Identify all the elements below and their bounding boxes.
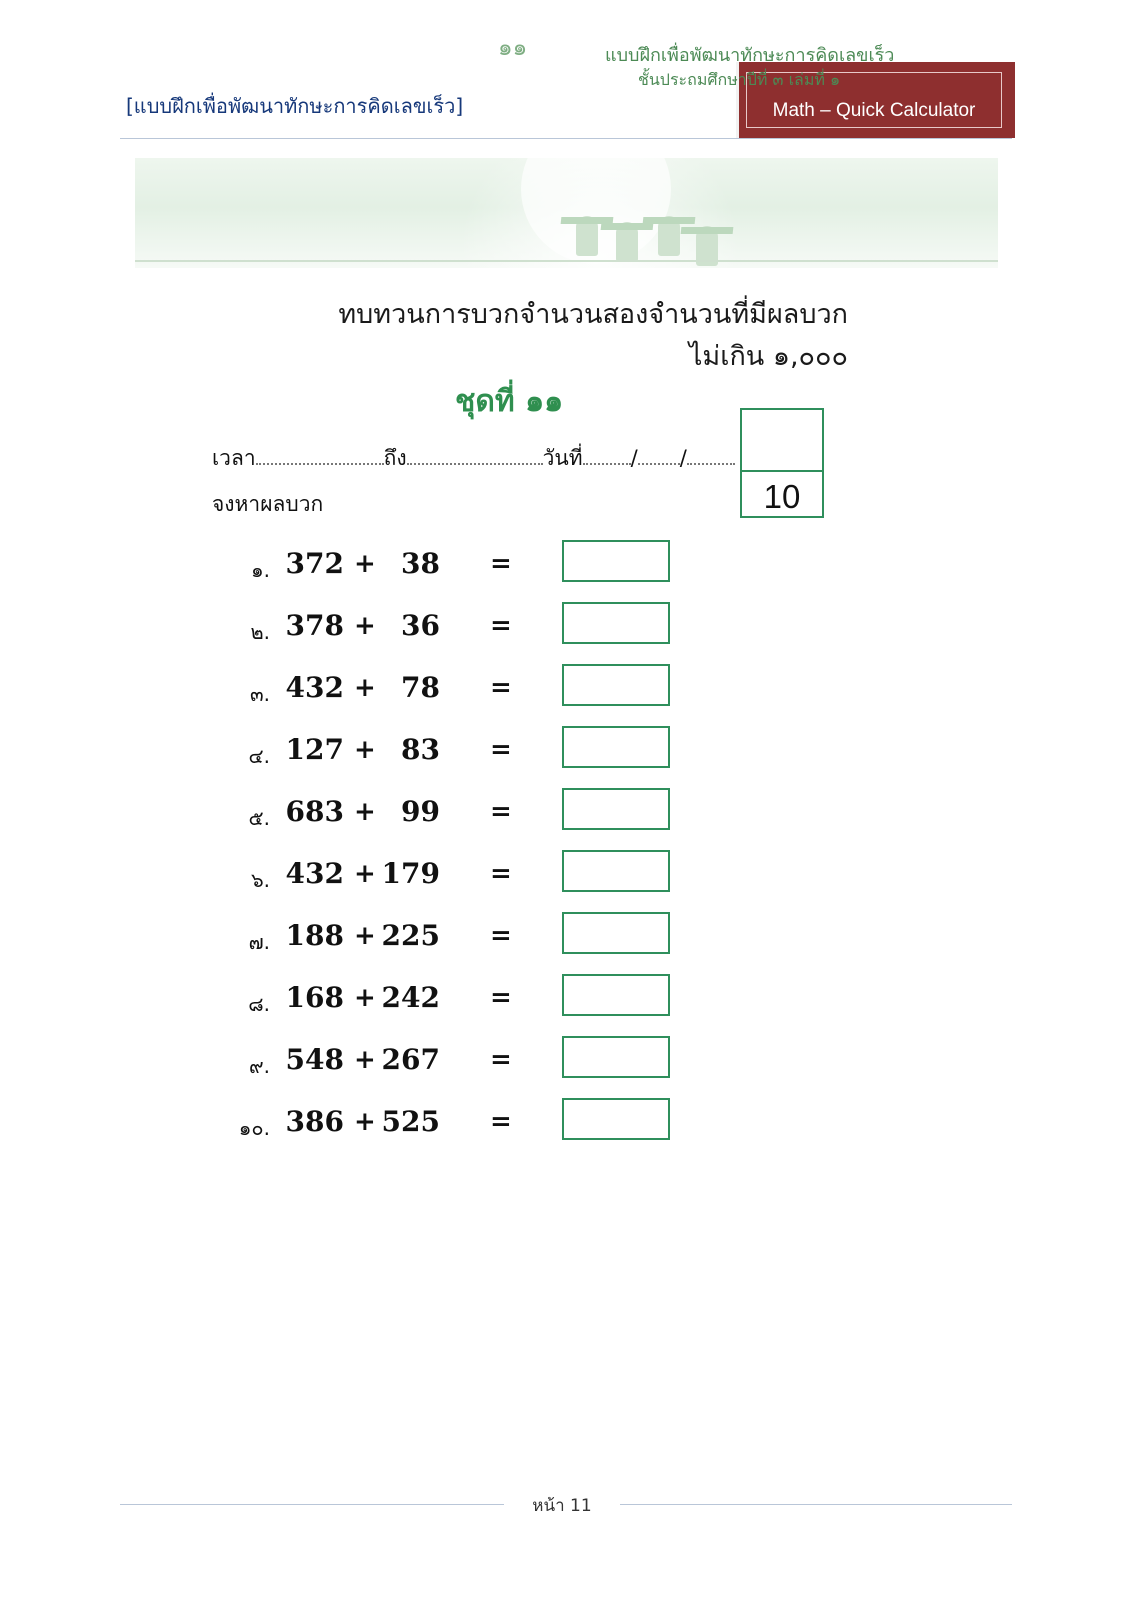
operand-b: 83 <box>401 733 440 766</box>
equals-sign: = <box>490 859 512 889</box>
operator: + <box>354 1107 376 1137</box>
problem-row <box>0 788 1132 850</box>
banner-bottom-rule <box>135 260 998 262</box>
answer-box[interactable] <box>562 540 670 582</box>
operator: + <box>354 611 376 641</box>
problem-row <box>0 1036 1132 1098</box>
subject-badge-label: Math – Quick Calculator <box>772 100 976 121</box>
operand-a: 188 <box>285 919 344 952</box>
problem-index: ๑๐. <box>238 1116 270 1140</box>
date-month-field[interactable] <box>638 447 680 465</box>
operand-b: 36 <box>401 609 440 642</box>
operand-a: 168 <box>285 981 344 1014</box>
equals-sign: = <box>490 735 512 765</box>
operator: + <box>354 673 376 703</box>
problem-index: ๘. <box>248 992 270 1016</box>
footer-divider-right <box>620 1504 1012 1505</box>
answer-box[interactable] <box>562 1098 670 1140</box>
operator: + <box>354 797 376 827</box>
page-footer <box>0 1490 1132 1520</box>
problem-index: ๑. <box>250 558 270 582</box>
equals-sign: = <box>490 797 512 827</box>
instruction-text: จงหาผลบวก <box>212 492 324 516</box>
equals-sign: = <box>490 1045 512 1075</box>
answer-box[interactable] <box>562 664 670 706</box>
banner-title-line2: ชั้นประถมศึกษาปีที่ ๓ เล่มที่ ๑ <box>638 70 841 89</box>
date-slash-1: / <box>630 446 638 470</box>
problem-row <box>0 1098 1132 1160</box>
answer-box[interactable] <box>562 788 670 830</box>
operand-a: 378 <box>285 609 344 642</box>
operator: + <box>354 983 376 1013</box>
date-label: วันที่ <box>542 446 583 470</box>
answer-box[interactable] <box>562 602 670 644</box>
set-label: ชุดที่ ๑๑ <box>455 384 564 419</box>
answer-box[interactable] <box>562 974 670 1016</box>
operand-b: 179 <box>381 857 440 890</box>
operator: + <box>354 735 376 765</box>
operand-b: 525 <box>381 1105 440 1138</box>
operator: + <box>354 549 376 579</box>
problem-index: ๔. <box>248 744 270 768</box>
date-year-field[interactable] <box>687 447 735 465</box>
equals-sign: = <box>490 921 512 951</box>
equals-sign: = <box>490 983 512 1013</box>
operator: + <box>354 921 376 951</box>
lesson-title-line1: ทบทวนการบวกจำนวนสองจำนวนที่มีผลบวก <box>338 299 848 330</box>
operand-a: 548 <box>285 1043 344 1076</box>
problem-row <box>0 850 1132 912</box>
problem-row <box>0 602 1132 664</box>
answer-box[interactable] <box>562 850 670 892</box>
header-title: [แบบฝึกเพื่อพัฒนาทักษะการคิดเลขเร็ว] <box>126 94 464 118</box>
score-total: 10 <box>763 478 801 515</box>
operator: + <box>354 1045 376 1075</box>
operand-b: 38 <box>401 547 440 580</box>
problem-row <box>0 726 1132 788</box>
page-header <box>0 0 1132 145</box>
answer-box[interactable] <box>562 912 670 954</box>
equals-sign: = <box>490 549 512 579</box>
problem-index: ๖. <box>250 868 270 892</box>
operand-b: 242 <box>381 981 440 1014</box>
problem-index: ๕. <box>248 806 270 830</box>
problem-row <box>0 540 1132 602</box>
operand-a: 372 <box>285 547 344 580</box>
date-slash-2: / <box>679 446 687 470</box>
operand-b: 225 <box>381 919 440 952</box>
problem-index: ๓. <box>249 682 270 706</box>
problem-index: ๒. <box>250 620 270 644</box>
time-label: เวลา <box>212 446 256 470</box>
banner-number: ๑๑ <box>498 35 528 61</box>
operand-a: 432 <box>285 857 344 890</box>
equals-sign: = <box>490 673 512 703</box>
operand-a: 432 <box>285 671 344 704</box>
operator: + <box>354 859 376 889</box>
meta-row <box>212 442 735 475</box>
problem-index: ๗. <box>248 930 270 954</box>
operand-b: 78 <box>401 671 440 704</box>
time-start-field[interactable] <box>256 447 384 465</box>
problem-index: ๙. <box>248 1054 270 1078</box>
date-day-field[interactable] <box>583 447 631 465</box>
operand-b: 99 <box>401 795 440 828</box>
decorative-banner <box>135 158 998 268</box>
problem-row <box>0 974 1132 1036</box>
lesson-title-line2: ไม่เกิน ๑,๐๐๐ <box>688 341 848 372</box>
page-number: หน้า 11 <box>532 1496 592 1516</box>
operand-b: 267 <box>381 1043 440 1076</box>
footer-divider-left <box>120 1504 504 1505</box>
answer-box[interactable] <box>562 1036 670 1078</box>
problem-row <box>0 912 1132 974</box>
header-divider <box>120 138 1012 139</box>
operand-a: 386 <box>285 1105 344 1138</box>
operand-a: 683 <box>285 795 344 828</box>
problem-row <box>0 664 1132 726</box>
time-end-field[interactable] <box>407 447 543 465</box>
answer-box[interactable] <box>562 726 670 768</box>
to-label: ถึง <box>383 446 407 470</box>
problem-list <box>0 540 1132 1160</box>
equals-sign: = <box>490 611 512 641</box>
score-box-divider <box>740 470 824 472</box>
operand-a: 127 <box>285 733 344 766</box>
equals-sign: = <box>490 1107 512 1137</box>
banner-title-line1: แบบฝึกเพื่อพัฒนาทักษะการคิดเลขเร็ว <box>605 45 895 66</box>
